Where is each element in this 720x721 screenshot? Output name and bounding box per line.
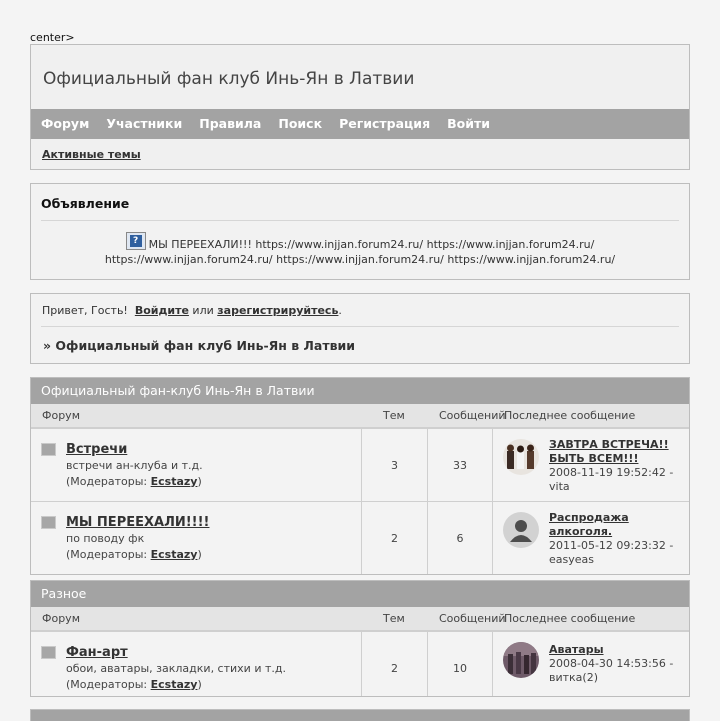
forum-name[interactable]: Встречи <box>66 442 128 457</box>
site-title: Официальный фан клуб Инь-Ян в Латвии <box>43 69 415 89</box>
period: . <box>338 304 342 317</box>
announcement-heading: Объявление <box>41 196 130 211</box>
forum-row <box>31 501 689 574</box>
forum-status-icon <box>41 646 56 659</box>
greeting <box>42 304 342 317</box>
divider <box>41 220 679 221</box>
topic-count: 2 <box>391 532 398 545</box>
forum-row <box>31 631 689 696</box>
col-topics: Тем <box>383 409 405 422</box>
column-headers <box>31 404 689 428</box>
register-link[interactable]: зарегистрируйтесь <box>217 304 339 317</box>
nav-search[interactable]: Поиск <box>278 116 323 131</box>
greeting-text: Привет, Гость! <box>42 304 128 317</box>
col-last-post: Последнее сообщение <box>504 409 636 422</box>
category-block-partial <box>30 709 690 721</box>
col-posts: Сообщений <box>439 612 506 625</box>
nav-members[interactable]: Участники <box>106 116 183 131</box>
last-post-title[interactable]: Распродажа алкоголя. <box>549 511 629 538</box>
forum-row <box>31 428 689 501</box>
post-count: 33 <box>453 459 467 472</box>
login-link[interactable]: Войдите <box>134 304 189 317</box>
col-last-post: Последнее сообщение <box>504 612 636 625</box>
last-post-title[interactable]: ЗАВТРА ВСТРЕЧА!! БЫТЬ ВСЕМ!!! <box>549 438 669 465</box>
nav-register[interactable]: Регистрация <box>339 116 431 131</box>
col-forum: Форум <box>42 612 80 625</box>
forum-name[interactable]: МЫ ПЕРЕЕХАЛИ!!!! <box>66 515 210 530</box>
post-count: 6 <box>456 532 464 545</box>
post-count: 10 <box>453 662 467 675</box>
category-block <box>30 377 690 575</box>
nav-rules[interactable]: Правила <box>199 116 262 131</box>
question-image-icon: ? <box>126 232 146 250</box>
or-text: или <box>192 304 214 317</box>
moderator-link[interactable]: Ecstazy <box>150 475 198 488</box>
avatar[interactable] <box>503 512 539 548</box>
active-topics-link[interactable]: Активные темы <box>42 148 141 161</box>
last-post-meta: 2008-11-19 19:52:42 - vita <box>549 466 674 493</box>
column-headers <box>31 607 689 631</box>
forum-moderators: (Модераторы: Ecstazy) <box>66 678 202 691</box>
moderator-link[interactable]: Ecstazy <box>150 548 198 561</box>
last-post-title[interactable]: Аватары <box>549 643 604 656</box>
forum-description: встречи ан-клуба и т.д. <box>66 459 203 472</box>
forum-description: по поводу фк <box>66 532 145 545</box>
announcement-line-2[interactable]: https://www.injjan.forum24.ru/ https://www.injjan.forum24.ru/ https://www.injjan.forum24.ru/ <box>104 253 616 266</box>
breadcrumb[interactable]: » Официальный фан клуб Инь-Ян в Латвии <box>43 338 356 353</box>
nav-login[interactable]: Войти <box>447 116 490 131</box>
announcement-text <box>31 232 689 267</box>
avatar[interactable] <box>503 439 539 475</box>
category-title[interactable]: Разное <box>31 581 689 607</box>
col-posts: Сообщений <box>439 409 506 422</box>
forum-description: обои, аватары, закладки, стихи и т.д. <box>66 662 286 675</box>
stray-text: center> <box>30 31 75 44</box>
forum-name[interactable]: Фан-арт <box>66 645 128 660</box>
divider <box>41 326 679 327</box>
col-topics: Тем <box>383 612 405 625</box>
announcement-box <box>30 183 690 280</box>
col-forum: Форум <box>42 409 80 422</box>
topic-count: 2 <box>391 662 398 675</box>
nav-forum[interactable]: Форум <box>41 116 90 131</box>
moderator-link[interactable]: Ecstazy <box>150 678 198 691</box>
category-title[interactable]: Официальный фан-клуб Инь-Ян в Латвии <box>31 378 689 404</box>
avatar[interactable] <box>503 642 539 678</box>
site-header <box>30 44 690 170</box>
forum-status-icon <box>41 443 56 456</box>
category-block <box>30 580 690 697</box>
forum-moderators: (Модераторы: Ecstazy) <box>66 475 202 488</box>
announcement-line-1[interactable]: МЫ ПЕРЕЕХАЛИ!!! https://www.injjan.forum24.ru/ https://www.injjan.forum24.ru/ <box>148 238 595 251</box>
main-nav <box>31 109 689 139</box>
last-post-meta: 2008-04-30 14:53:56 - витка(2) <box>549 657 674 684</box>
forum-moderators: (Модераторы: Ecstazy) <box>66 548 202 561</box>
welcome-box <box>30 293 690 364</box>
forum-status-icon <box>41 516 56 529</box>
last-post-meta: 2011-05-12 09:23:32 - easyeas <box>549 539 674 566</box>
topic-count: 3 <box>391 459 398 472</box>
